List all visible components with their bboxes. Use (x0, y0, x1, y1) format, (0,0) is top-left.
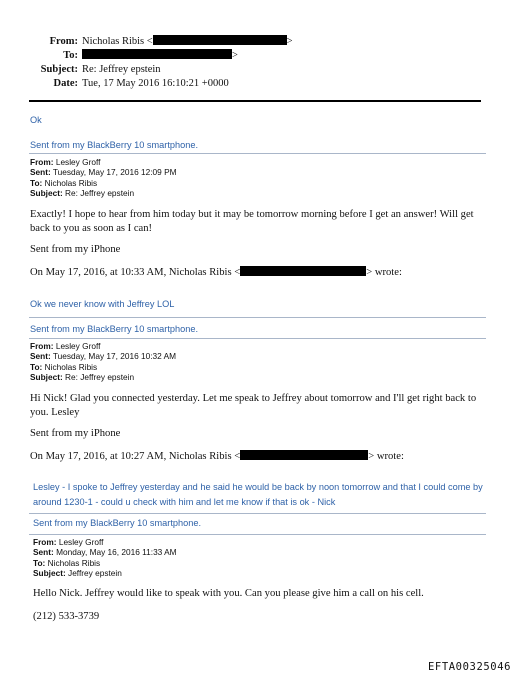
meta-from-value: Lesley Groff (55, 341, 101, 351)
header-divider (29, 100, 481, 102)
header-subject-label: Subject: (40, 64, 78, 75)
message-body: Exactly! I hope to hear from him today but it may be tomorrow morning before I get an answer! Will get back to you as soon as I can! (30, 209, 474, 234)
message-body: Hi Nick! Glad you connected yesterday. Let me speak to Jeffrey about tomorrow and I'll get right back to you. Lesley (30, 393, 477, 418)
meta-to-label: To: (30, 361, 43, 372)
meta-sent-label: Sent: (30, 351, 51, 362)
message-signature: Sent from my iPhone (30, 244, 121, 255)
meta-sent-value: Monday, May 16, 2016 11:33 AM (56, 547, 177, 558)
message-body: Hello Nick. Jeffrey would like to speak with you. Can you please give him a call on his cell. (33, 588, 424, 599)
meta-subject-label: Subject: (30, 371, 63, 382)
message-meta (30, 157, 177, 198)
meta-subject-value: Jeffrey epstein (68, 567, 122, 578)
meta-sent-label: Sent: (33, 547, 54, 558)
meta-to-value: Nicholas Ribis (44, 177, 98, 188)
header-from-value: Nicholas Ribis < (82, 36, 153, 47)
reply-text: Ok (30, 115, 42, 125)
reply-divider (29, 534, 486, 535)
reply-divider (29, 338, 486, 339)
header-date-label: Date: (53, 78, 78, 89)
header-from-label: From: (49, 36, 78, 47)
meta-sent-label: Sent: (30, 167, 51, 178)
header-to-close: > (232, 50, 238, 61)
header-from-close: > (286, 36, 293, 47)
quote-suffix: > wrote: (366, 267, 402, 278)
quote-line (30, 450, 404, 464)
message-meta (30, 341, 176, 382)
meta-subject-value: Re: Jeffrey epstein (65, 187, 135, 198)
meta-from-value: Lesley Groff (55, 157, 101, 167)
quote-prefix: On May 17, 2016, at 10:33 AM, Nicholas Ribis < (30, 267, 241, 278)
message-meta (33, 537, 177, 578)
reply-divider (29, 513, 486, 514)
header-to-label: To: (63, 50, 78, 61)
meta-subject-value: Re: Jeffrey epstein (65, 371, 135, 382)
meta-subject-label: Subject: (33, 567, 66, 578)
meta-from-value: Lesley Groff (58, 537, 104, 547)
document-id: EFTA00325046 (428, 661, 512, 673)
meta-to-value: Nicholas Ribis (47, 557, 101, 568)
phone-number: (212) 533-3739 (33, 611, 100, 622)
reply-signature: Sent from my BlackBerry 10 smartphone. (30, 324, 198, 334)
meta-from-label: From: (30, 341, 54, 351)
redaction-box (82, 49, 232, 59)
meta-to-value: Nicholas Ribis (44, 361, 98, 372)
reply-divider (29, 317, 486, 318)
reply-divider (29, 153, 486, 154)
reply-signature: Sent from my BlackBerry 10 smartphone. (30, 140, 198, 150)
meta-from-label: From: (33, 537, 57, 547)
meta-sent-value: Tuesday, May 17, 2016 10:32 AM (52, 351, 177, 362)
meta-to-label: To: (30, 177, 43, 188)
header-date-value: Tue, 17 May 2016 16:10:21 +0000 (82, 78, 229, 89)
quote-prefix: On May 17, 2016, at 10:27 AM, Nicholas Ribis < (30, 451, 241, 462)
meta-to-label: To: (33, 557, 46, 568)
redaction-box (153, 35, 287, 45)
reply-signature: Sent from my BlackBerry 10 smartphone. (33, 518, 201, 528)
meta-from-label: From: (30, 157, 54, 167)
quote-line (30, 266, 402, 280)
meta-subject-label: Subject: (30, 187, 63, 198)
reply-text: Lesley - I spoke to Jeffrey yesterday and he said he would be back by noon tomorrow and that I could come by around 1230-1 - could u check with him and let me know if that is ok - Nick (33, 482, 483, 507)
header-subject-value: Re: Jeffrey epstein (82, 64, 161, 75)
meta-sent-value: Tuesday, May 17, 2016 12:09 PM (52, 167, 177, 178)
reply-text: Ok we never know with Jeffrey LOL (30, 299, 175, 309)
redaction-box (240, 266, 366, 276)
quote-suffix: > wrote: (368, 451, 404, 462)
redaction-box (240, 450, 368, 460)
message-signature: Sent from my iPhone (30, 428, 121, 439)
